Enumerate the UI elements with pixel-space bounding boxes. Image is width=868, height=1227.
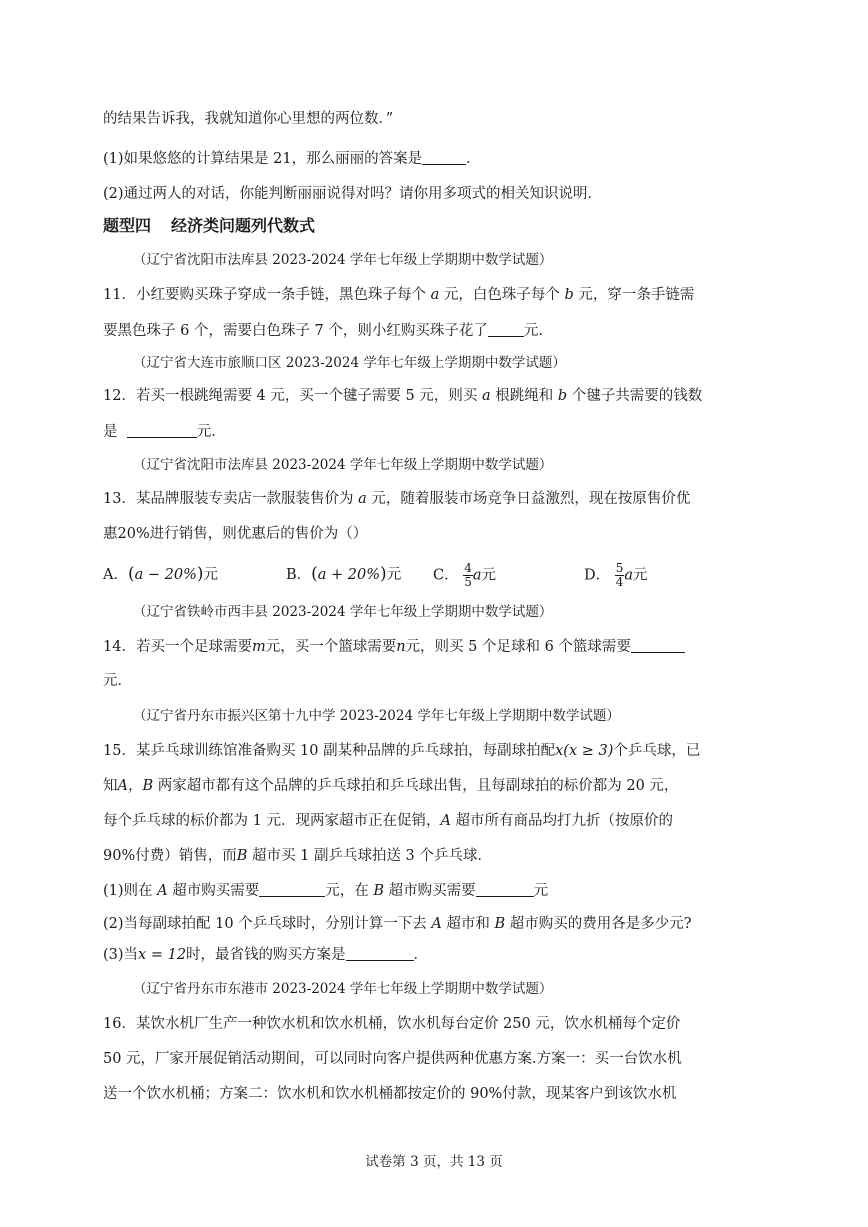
question-11-cont [103,321,743,341]
text: 的结果告诉我，我就知道你心里想的两位数．” [103,111,394,127]
variable: x(x ≥ 3) [555,743,614,759]
text: 90%付费）销售，而 [103,848,237,864]
text: 个乒乓球，已 [613,743,701,759]
question-12 [103,386,743,406]
text: 元，随着服装市场竞争日益激烈，现在按原售价优 [371,491,691,507]
variable: B [373,883,385,899]
question-10-part-1 [103,149,743,169]
fraction: $\frac{4}{5}$ [464,561,472,589]
answer-blank [476,881,534,897]
heading-title: 经济类问题列代数式 [171,216,316,235]
question-13-choices [103,562,743,588]
text: 超市购买的费用各是多少元? [509,916,692,932]
text: （辽宁省铁岭市西丰县 2023-2024 学年七年级上学期期中数学试题） [133,604,553,620]
text: 超市和 [446,916,490,932]
text: 元． [103,673,132,689]
text-line [103,109,743,129]
variable: a [481,388,491,404]
choice-a[interactable]: A．(a − 20%)元 [103,564,219,584]
text: ． [413,947,429,963]
variable: B [236,848,248,864]
text: 16．某饮水机厂生产一种饮水机和饮水机桶，饮水机每台定价 250 元，饮水机桶每个定价 [103,1016,681,1032]
text: 15．某乒乓球训练馆准备购买 10 副某种品牌的乒乓球拍，每副球拍配 [103,743,556,759]
text: 元 [196,424,212,440]
text: 是 [103,424,118,440]
answer-blank [346,945,414,961]
choice-expression: a − 20% [134,567,197,583]
answer-blank [422,149,466,165]
text: 元 [481,567,497,584]
text: 根跳绳和 [495,388,554,404]
question-15-cont [103,811,743,831]
text: （辽宁省沈阳市法库县 2023-2024 学年七年级上学期期中数学试题） [133,252,553,268]
text: 14．若买一个足球需要 [103,639,252,655]
variable: A，B [117,778,154,794]
text: 要黑色珠子 6 个，需要白色珠子 7 个，则小红购买珠子花了 [103,323,488,339]
text: ． [538,323,553,339]
text: 50 元，厂家开展促销活动期间，可以同时向客户提供两种优惠方案.方案一：买一台饮水机 [103,1051,682,1067]
variable: m [251,639,266,655]
text: 两家超市都有这个品牌的乒乓球拍和乒乓球出售，且每副球拍的标价都为 20 元， [157,778,679,794]
text: (2)通过两人的对话，你能判断丽丽说得对吗？请你用多项式的相关知识说明． [103,186,603,202]
text: 11．小红要购买珠子穿成一条手链，黑色珠子每个 [103,287,426,303]
page-footer: 试卷第 3 页，共 13 页 [365,1154,503,1170]
variable: A [440,813,451,829]
question-16-cont [103,1049,743,1069]
variable: A [157,883,168,899]
text: 送一个饮水机桶；方案二：饮水机和饮水机桶都按定价的 90%付款，现某客户到该饮水机 [103,1086,677,1102]
choice-label: C． [433,567,459,584]
answer-blank [631,637,685,653]
text: (1)则在 [103,883,153,899]
text: 元 [533,883,549,899]
text: 元，则买 5 个足球和 6 个篮球需要 [405,639,631,655]
choice-label: D． [584,567,611,584]
text: 元 [203,567,219,583]
text: 元，穿一条手链需 [578,287,695,303]
question-10-part-2 [103,184,743,204]
question-16-cont [103,1084,743,1104]
choice-d[interactable] [584,562,648,589]
variable: n [396,639,406,655]
text: 元 [633,567,648,584]
question-15-cont [103,776,743,796]
question-12-cont [103,422,743,442]
text: (2)当每副球拍配 10 个乒乓球时，分别计算一下去 [103,916,427,932]
text: 元 [523,323,539,339]
source-note [133,353,773,373]
text: 元，买一个篮球需要 [265,639,397,655]
text: (1)如果悠悠的计算结果是 21，那么丽丽的答案是 [103,151,423,167]
source-note [133,706,773,726]
heading-number: 题型四 [103,216,152,235]
text: （辽宁省丹东市东港市 2023-2024 学年七年级上学期期中数学试题） [133,981,553,997]
question-15-part-1 [103,881,743,901]
variable: x = 12 [138,947,187,963]
text: 13．某品牌服装专卖店一款服装售价为 [103,491,354,507]
text: 超市所有商品均打九折（按原价的 [455,813,674,829]
text: 知 [103,778,118,794]
variable: a [472,567,482,584]
fraction: $\frac{5}{4}$ [615,561,624,589]
source-note [133,979,773,999]
text: 超市购买需要 [388,883,476,899]
question-15-part-3 [103,945,743,965]
text: 个毽子共需要的钱数 [571,388,703,404]
text: （辽宁省丹东市振兴区第十九中学 2023-2024 学年七年级上学期期中数学试题） [133,708,620,724]
question-16 [103,1014,743,1034]
question-14-cont [103,671,743,691]
text: （辽宁省大连市旅顺口区 2023-2024 学年七年级上学期期中数学试题） [133,355,566,371]
answer-blank [259,881,325,897]
text: 元 [386,567,402,583]
text: ． [466,151,481,167]
text: ． [211,424,226,440]
source-note [133,455,773,475]
question-11 [103,285,743,305]
question-13 [103,489,743,509]
choice-label: B． [286,567,312,583]
source-note [133,250,773,270]
variable: b [557,388,568,404]
question-15 [103,741,743,761]
variable: a [358,491,367,507]
choice-expression: a + 20% [317,567,381,583]
choice-c[interactable] [433,562,496,589]
source-note [133,602,773,622]
variable: B [494,916,506,932]
text: （辽宁省沈阳市法库县 2023-2024 学年七年级上学期期中数学试题） [133,457,553,473]
question-15-cont [103,846,743,866]
section-heading [103,216,743,236]
answer-blank [488,321,524,337]
text: 12．若买一根跳绳需要 4 元，买一个毽子需要 5 元，则买 [103,388,478,404]
variable: a [624,567,634,584]
answer-blank [127,422,197,438]
text: 超市买 1 副乒乓球拍送 3 个乒乓球． [252,848,492,864]
text: 惠20%进行销售，则优惠后的售价为（） [103,526,368,542]
variable: A [431,916,442,932]
text: (3)当 [103,947,139,963]
question-13-cont [103,524,743,544]
variable: a [430,287,440,303]
choice-b[interactable]: B．(a + 20%)元 [286,564,402,584]
choice-label: A． [103,567,128,583]
question-14 [103,637,743,657]
text: 元，白色珠子每个 [443,287,560,303]
text: 元，在 [325,883,369,899]
text: 时，最省钱的购买方案是 [186,947,346,963]
text: 每个乒乓球的标价都为 1 元．现两家超市正在促销， [103,813,441,829]
text: 超市购买需要 [172,883,260,899]
question-15-part-2 [103,914,743,934]
variable: b [564,287,574,303]
